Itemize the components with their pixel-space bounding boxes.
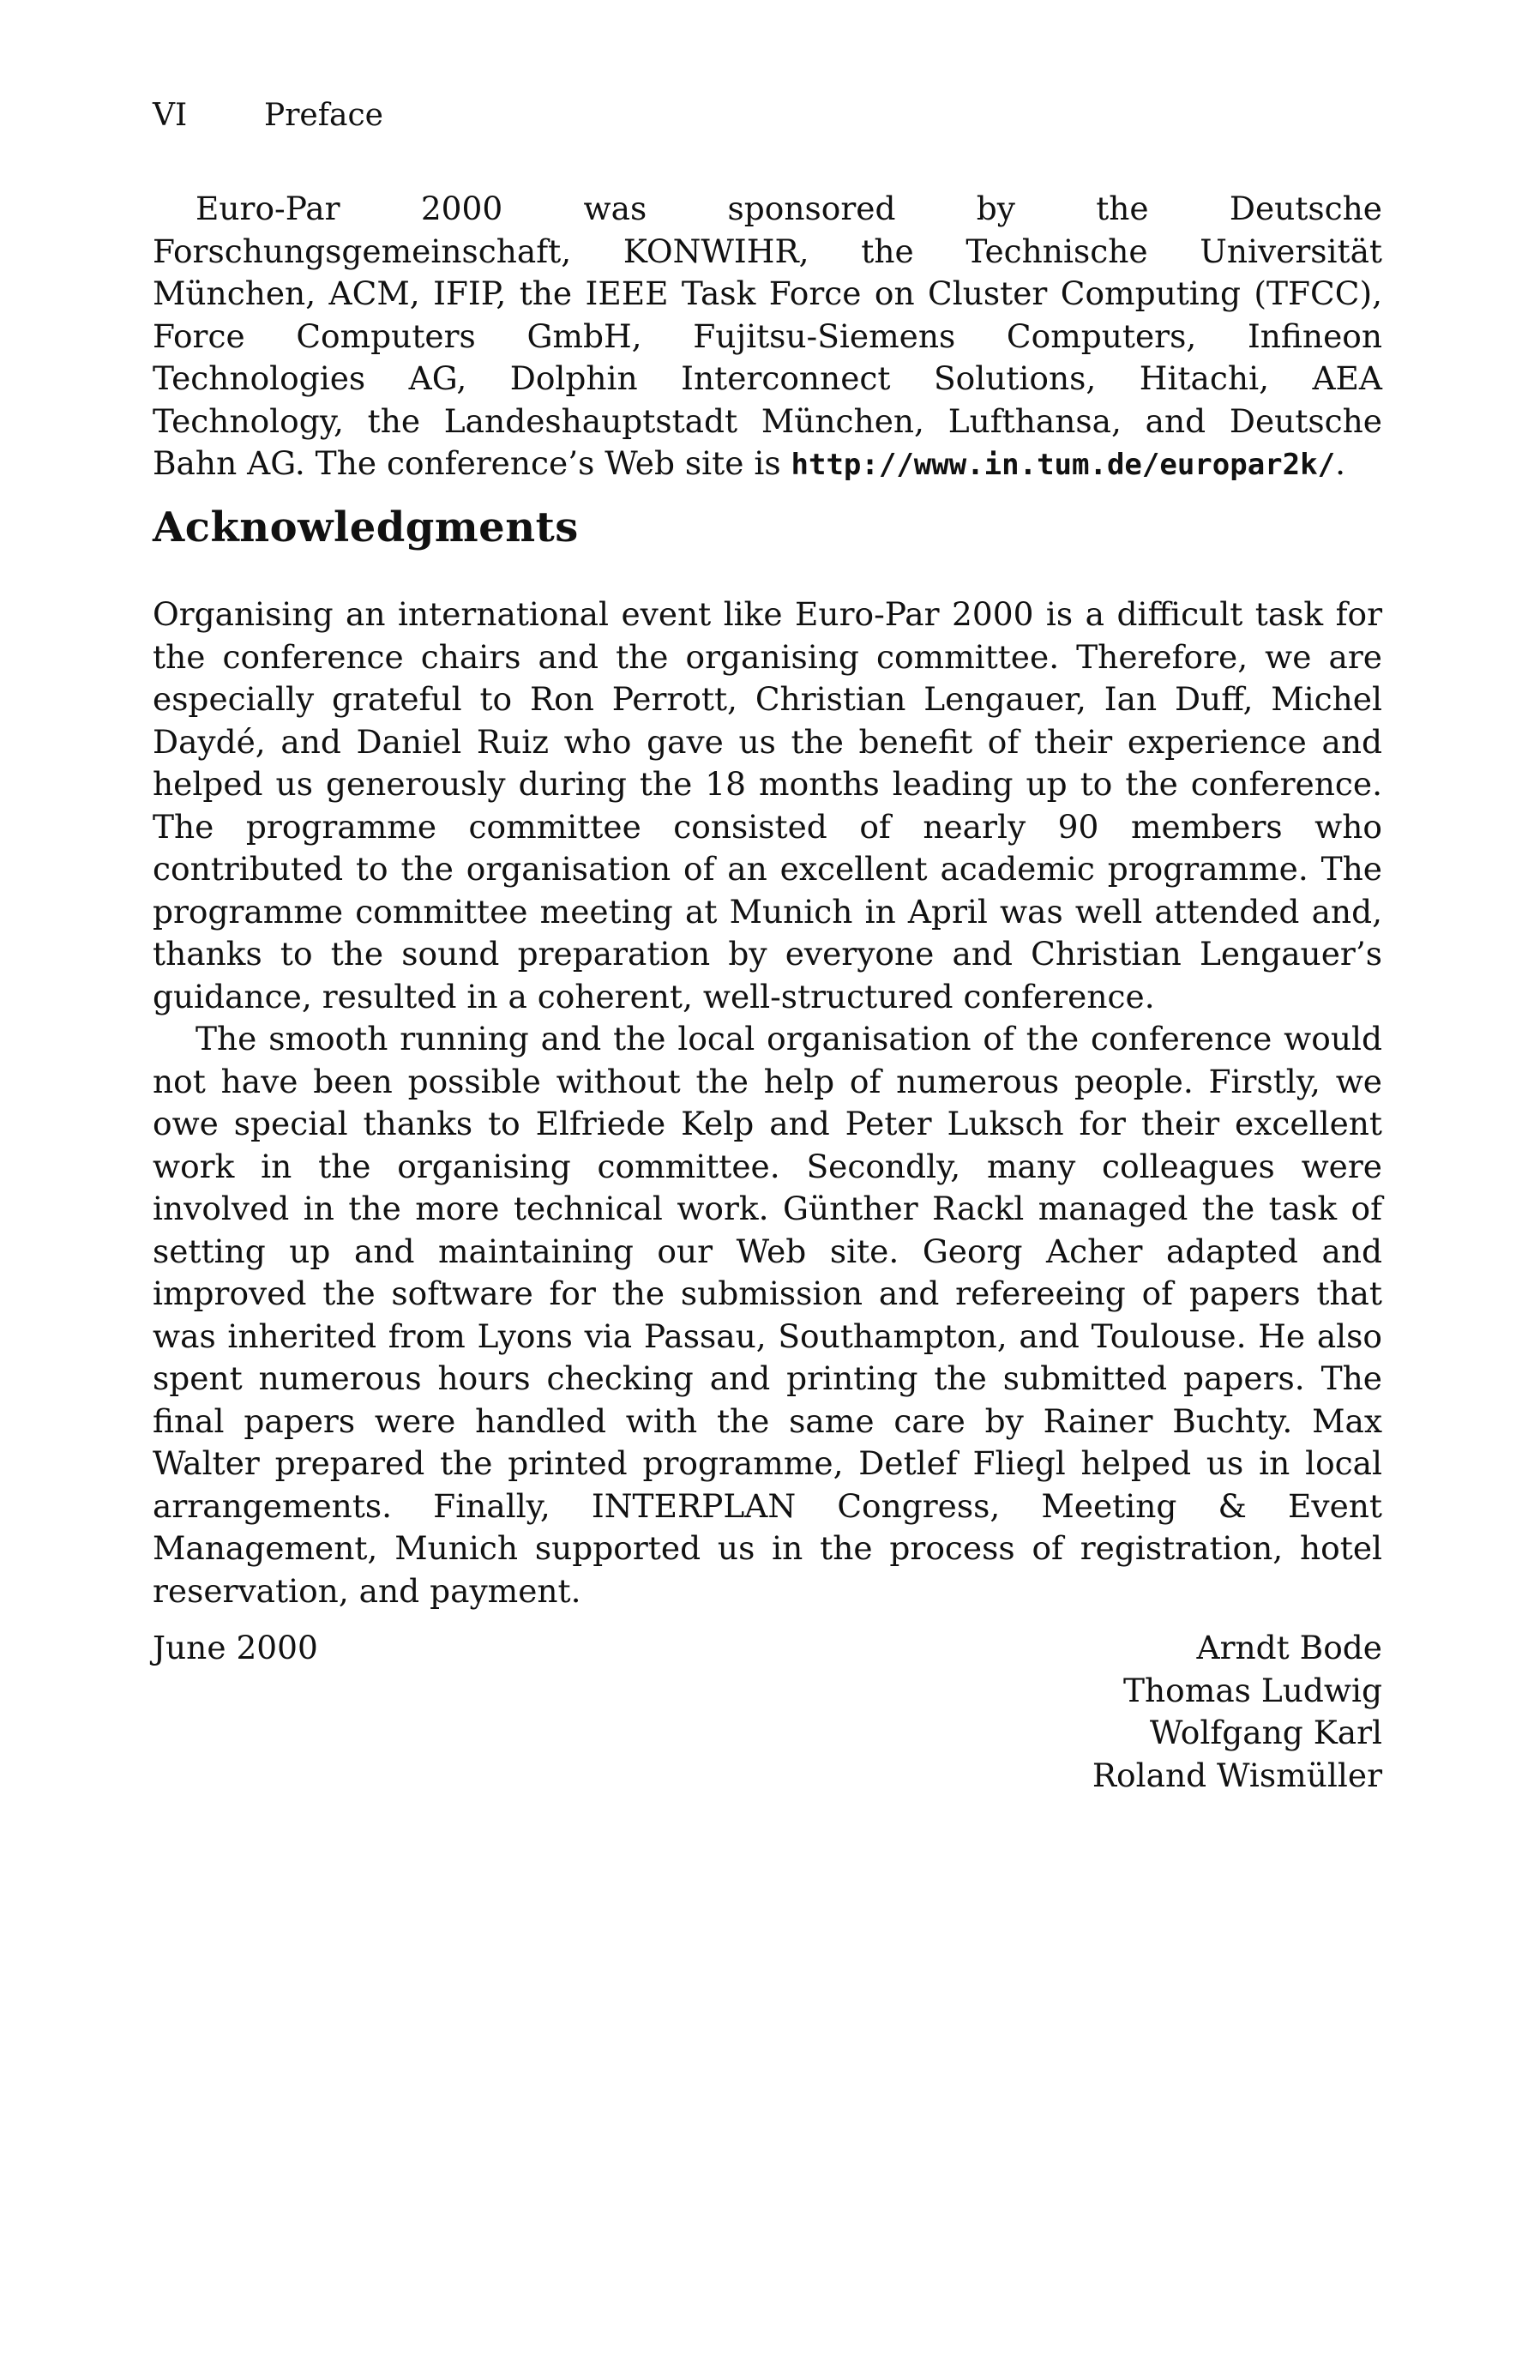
acknowledgments-body [153,593,1382,1612]
ack-paragraph-1: Organising an international event like Euro-Par 2000 is a difficult task for the conference chairs and the organising committee. Therefore, we are especially grateful to Ron Perrott, Christian Lengauer, Ian Duff, Michel Daydé, and Daniel Ruiz who gave us the benefit of their experience and helped us generously during the 18 months leading up to the conference. The programme committee consisted of nearly 90 members who contributed to the organisation of an excellent academic programme. The programme committee meeting at Munich in April was well attended and, thanks to the sound preparation by everyone and Christian Lengauer’s guidance, resulted in a coherent, well-structured conference. [153,595,1382,1015]
author-name: Thomas Ludwig [1123,1671,1382,1709]
author-name: Wolfgang Karl [1149,1714,1382,1751]
author-name: Arndt Bode [1196,1629,1382,1666]
acknowledgments-heading: Acknowledgments [153,503,579,551]
sponsor-trailing: . [1335,444,1345,482]
running-title: Preface [264,98,383,133]
signoff-date: June 2000 [153,1629,318,1666]
conference-url-link[interactable]: http://www.in.tum.de/europar2k/ [791,448,1336,482]
sponsor-text: Euro-Par 2000 was sponsored by the Deutsche Forschungsgemeinschaft, KONWIHR, the Technische Universität München, ACM, IFIP, the IEEE Task Force on Cluster Computing (TFCC), Force Computers GmbH, Fujitsu-Siemens Computers, Infineon Technologies AG, Dolphin Interconnect Solutions, Hitachi, AEA Technology, the Landeshauptstadt München, Lufthansa, and Deutsche Bahn AG. The conference’s Web site is [153,190,1382,482]
book-page [153,0,1382,2380]
running-head [153,97,383,135]
page-number: VI [153,98,188,133]
ack-paragraph-2: The smooth running and the local organisation of the conference would not have been possible without the help of numerous people. Firstly, we owe special thanks to Elfriede Kelp and Peter Luksch for their excellent work in the organising committee. Secondly, many colleagues were involved in the more technical work. Günther Rackl managed the task of setting up and maintaining our Web site. Georg Acher adapted and improved the software for the submission and refereeing of papers that was inherited from Lyons via Passau, Southampton, and Toulouse. He also spent numerous hours checking and printing the submitted papers. The final papers were handled with the same care by Rainer Buchty. Max Walter prepared the printed programme, Detlef Fliegl helped us in local arrangements. Finally, INTERPLAN Congress, Meeting & Event Management, Munich supported us in the process of registration, hotel reservation, and payment. [153,1020,1382,1610]
sponsor-section [153,188,1382,487]
sponsor-paragraph [153,188,1382,487]
author-list [1092,1627,1382,1797]
author-name: Roland Wismüller [1092,1756,1382,1794]
